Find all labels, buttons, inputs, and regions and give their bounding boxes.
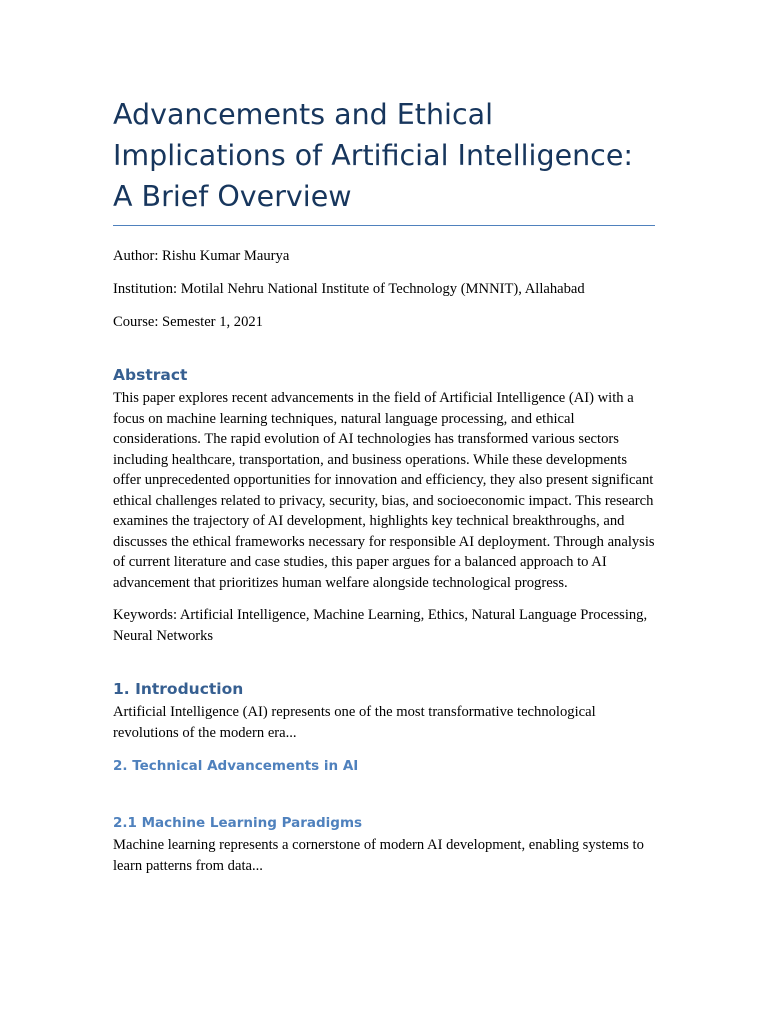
abstract-heading: Abstract	[113, 366, 188, 384]
institution-line: Institution: Motilal Nehru National Institute of Technology (MNNIT), Allahabad	[113, 281, 585, 297]
document-page	[113, 94, 655, 876]
document-title: Advancements and Ethical Implications of Artificial Intelligence: A Brief Overview	[113, 98, 633, 213]
introduction-heading: 1. Introduction	[113, 680, 244, 698]
course-line: Course: Semester 1, 2021	[113, 314, 263, 330]
ml-paradigms-text: Machine learning represents a cornerstone of modern AI development, enabling systems to learn patterns from data...	[113, 837, 644, 874]
keywords-text: Keywords: Artificial Intelligence, Machine Learning, Ethics, Natural Language Processing, Neural Networks	[113, 607, 648, 644]
introduction-text: Artificial Intelligence (AI) represents one of the most transformative technological revolutions of the modern era...	[113, 704, 596, 741]
ml-paradigms-heading: 2.1 Machine Learning Paradigms	[113, 815, 363, 831]
title-underline	[113, 225, 655, 226]
technical-advancements-heading: 2. Technical Advancements in AI	[113, 758, 359, 774]
author-line: Author: Rishu Kumar Maurya	[113, 248, 290, 264]
abstract-text: This paper explores recent advancements in the field of Artificial Intelligence (AI) with a focus on machine learning techniques, natural language processing, and ethical considerations. The rapid evolution of AI technologies has transformed various sectors including healthcare, transportation, and business operations. While these developments offer unprecedented opportunities for innovation and efficiency, they also present significant ethical challenges related to privacy, security, bias, and socioeconomic impact. This research examines the trajectory of AI development, highlights key technical breakthroughs, and discusses the ethical frameworks necessary for responsible AI deployment. Through analysis of current literature and case studies, this paper argues for a balanced approach to AI advancement that prioritizes human welfare alongside technological progress.	[113, 390, 655, 591]
